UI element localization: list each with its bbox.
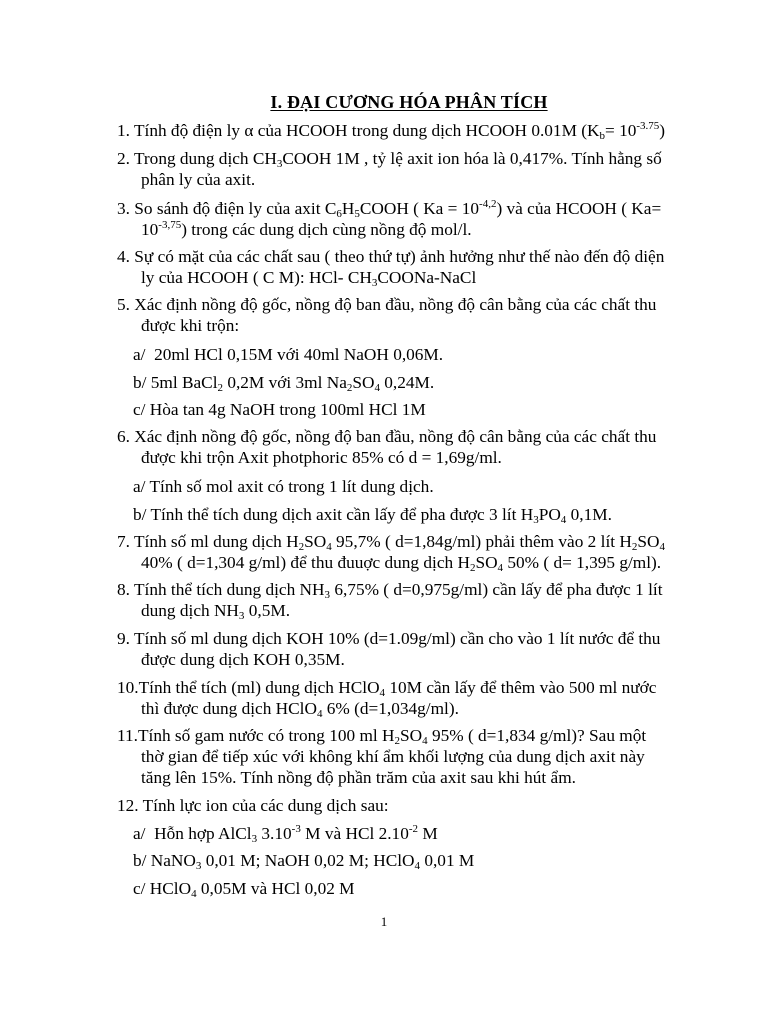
text-line: thì được dung dịch HClO$_4$ 6% (d=1,034g/ml). <box>141 699 459 720</box>
text-line: ly của HCOOH ( C M): HCl- $CH_3COONa$-NaCl <box>141 268 477 289</box>
text-line: dung dịch $NH_3$ 0,5M. <box>141 601 291 622</box>
text-line: 10.Tính thể tích (ml) dung dịch HClO$_4$ 10M cần lấy để thêm vào 500 ml nước <box>117 678 657 699</box>
text-line: 6. Xác định nồng độ gốc, nồng độ ban đầu, nồng độ cân bằng của các chất thu <box>117 427 657 446</box>
text-line: a/ Hỗn hợp AlCl$_3$ $3.10^{-3}$ M và HCl $2.10^{-2}$ M <box>133 823 438 845</box>
text-line: a/ Tính số mol axit có trong 1 lít dung dịch. <box>133 477 434 496</box>
text-line: a/ 20ml HCl 0,15M với 40ml NaOH 0,06M. <box>133 345 444 364</box>
text-line: 5. Xác định nồng độ gốc, nồng độ ban đầu, nồng độ cân bằng của các chất thu <box>117 295 657 314</box>
text-line: c/ Hòa tan 4g NaOH trong 100ml HCl 1M <box>133 400 426 419</box>
text-line: 4. Sự có mặt của các chất sau ( theo thứ tự) ảnh hưởng như thế nào đến độ diện <box>117 247 665 266</box>
text-line: c/ HClO$_4$ 0,05M và HCl 0,02 M <box>133 879 355 900</box>
text-line: b/ Tính thể tích dung dịch axit cần lấy để pha được 3 lít $H_3PO_4$ 0,1M. <box>133 505 612 526</box>
text-line: 9. Tính số ml dung dịch KOH 10% (d=1.09g/ml) cần cho vào 1 lít nước để thu <box>117 629 661 648</box>
text-line: được khi trộn: <box>141 316 240 335</box>
text-line: 3. So sánh độ điện ly của axit $C_6H_5COOH$ ( $Ka = 10^{-4,2}$) và của HCOOH ( Ka= <box>117 198 662 220</box>
text-line: 40% ( d=1,304 g/ml) để thu đuuợc dung dịch $H_2SO_4$ 50% ( d= 1,395 g/ml). <box>141 553 662 574</box>
text-line: 2. Trong dung dịch $CH_3COOH$ 1M , tỷ lệ axit ion hóa là 0,417%. Tính hằng số <box>117 149 662 170</box>
text-line: 1. Tính độ điện ly α của HCOOH trong dung dịch HCOOH 0.01M $(K_b= 10^{-3.75})$ <box>117 120 666 142</box>
text-line: b/ 5ml BaCl$_2$ 0,2M với 3ml $Na_2SO_4$ 0,24M. <box>133 373 435 394</box>
text-line: thờ gian để tiếp xúc với không khí ẩm khối lượng của dung dịch axit này <box>141 747 645 766</box>
text-line: 8. Tính thể tích dung dịch $NH_3$ 6,75% ( d=0,975g/ml) cần lấy để pha được 1 lít <box>117 580 663 601</box>
text-line: phân ly của axit. <box>141 170 256 189</box>
text-line: $10^{-3,75}$) trong các dung dịch cùng nồng độ mol/l. <box>141 219 472 239</box>
text-line: được dung dịch KOH 0,35M. <box>141 650 345 669</box>
text-line: tăng lên 15%. Tính nồng độ phần trăm của axit sau khi hút ẩm. <box>141 768 576 787</box>
text-line: 11.Tính số gam nước có trong 100 ml $H_2SO_4$ 95% ( d=1,834 g/ml)? Sau một <box>117 726 647 747</box>
text-line: 12. Tính lực ion của các dung dịch sau: <box>117 796 389 815</box>
text-line: 7. Tính số ml dung dịch $H_2SO_4$ 95,7% ( d=1,84g/ml) phải thêm vào 2 lít $H_2SO_4$ <box>117 532 665 553</box>
text-line: b/ NaNO$_3$ 0,01 M; NaOH 0,02 M; HClO$_4$ 0,01 M <box>133 851 475 872</box>
page-number: 1 <box>380 914 388 929</box>
text-line: được khi trộn Axit photphoric 85% có d = 1,69g/ml. <box>141 448 502 467</box>
section-title: I. ĐẠI CƯƠNG HÓA PHÂN TÍCH <box>270 92 548 112</box>
